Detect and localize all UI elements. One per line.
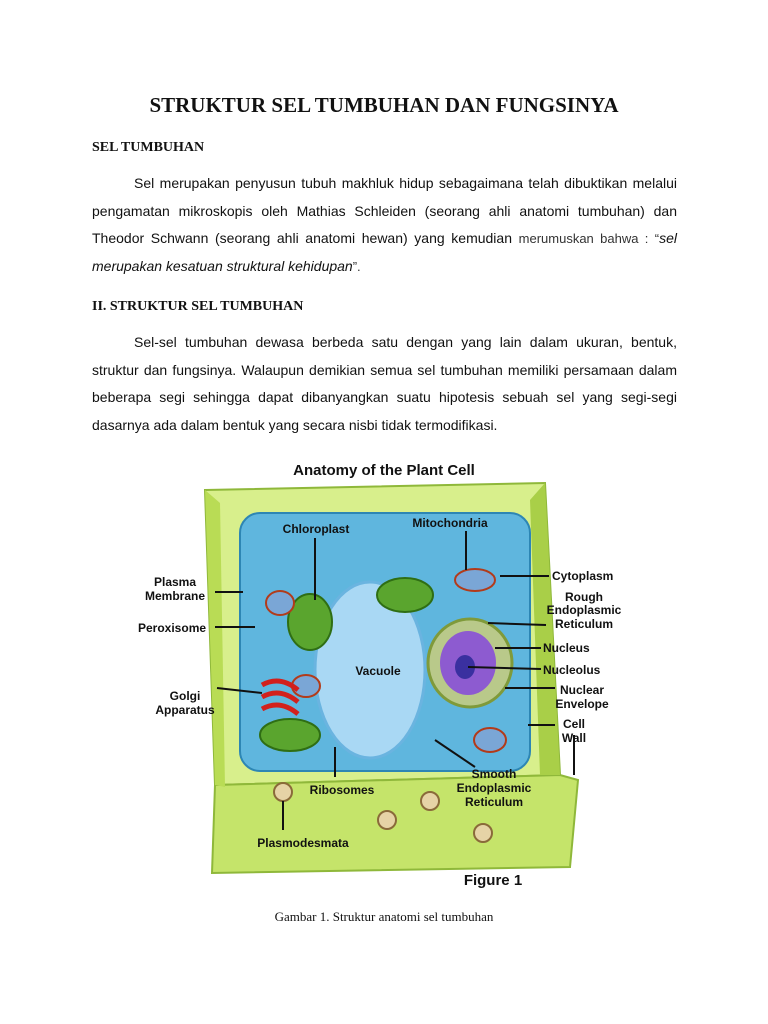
label-plasmodesmata: Plasmodesmata (257, 836, 349, 850)
label-cell-wall-line1: Cell (562, 717, 586, 731)
label-smooth-er-line1: Smooth (471, 767, 517, 781)
plant-cell-figure (0, 455, 768, 895)
quote-lead: merumuskan bahwa : “ (518, 231, 660, 246)
label-chloroplast: Chloroplast (282, 522, 350, 536)
label-golgi-line1: Golgi (169, 689, 201, 703)
label-cell-wall-line2: Wall (561, 731, 587, 745)
quote-end: ”. (352, 258, 361, 274)
label-plasma-membrane-line2: Membrane (144, 589, 206, 603)
label-plasma-membrane-line1: Plasma (153, 575, 197, 589)
label-smooth-er-line2: Endoplasmic (456, 781, 532, 795)
label-cytoplasm: Cytoplasm (552, 569, 614, 583)
label-smooth-er-line3: Reticulum (464, 795, 524, 809)
label-rough-er-line3: Reticulum (554, 617, 614, 631)
section-heading-struktur: II. STRUKTUR SEL TUMBUHAN (92, 299, 304, 314)
label-nuclear-envelope-line2: Envelope (555, 697, 609, 711)
label-nuclear-envelope-line1: Nuclear (559, 683, 605, 697)
label-rough-er-line1: Rough (565, 590, 603, 604)
label-mitochondria: Mitochondria (412, 516, 488, 530)
label-ribosomes: Ribosomes (309, 783, 375, 797)
label-peroxisome: Peroxisome (138, 621, 207, 635)
figure-caption: Gambar 1. Struktur anatomi sel tumbuhan (274, 909, 494, 924)
document-title: STRUKTUR SEL TUMBUHAN DAN FUNGSINYA (149, 93, 619, 117)
paragraph-struktur (92, 329, 677, 439)
paragraph-body: Sel merupakan penyusun tubuh makhluk hidup sebagaimana telah dibuktikan melalui pengamatan mikroskopis oleh Mathias Schleiden (seorang ahli anatomi tumbuhan) dan Theodor Schwann (seorang ahli anatomi hewan) yang kemudian (92, 175, 677, 246)
paragraph-sel-tumbuhan (92, 170, 677, 280)
label-rough-er-line2: Endoplasmic (546, 603, 622, 617)
plant-cell-diagram (0, 455, 768, 895)
figure-title: Anatomy of the Plant Cell (293, 462, 475, 479)
nucleus (428, 619, 512, 707)
label-nucleus: Nucleus (543, 641, 590, 655)
label-vacuole: Vacuole (355, 664, 401, 678)
paragraph-body: Sel-sel tumbuhan dewasa berbeda satu dengan yang lain dalam ukuran, bentuk, struktur dan fungsinya. Walaupun demikian semua sel tumbuhan memiliki persamaan dalam beberapa segi sehingga dapat dibanyangkan suatu hipotesis sebuah sel yang segi-segi dasarnya ada dalam bentuk yang secara nisbi tidak termodifikasi. (92, 334, 677, 433)
label-nucleolus: Nucleolus (543, 663, 601, 677)
label-golgi-line2: Apparatus (155, 703, 215, 717)
figure-number-label: Figure 1 (463, 872, 523, 889)
quote-text: sel merupakan kesatuan struktural kehidupan (92, 230, 677, 274)
section-heading-sel-tumbuhan: SEL TUMBUHAN (92, 140, 205, 155)
